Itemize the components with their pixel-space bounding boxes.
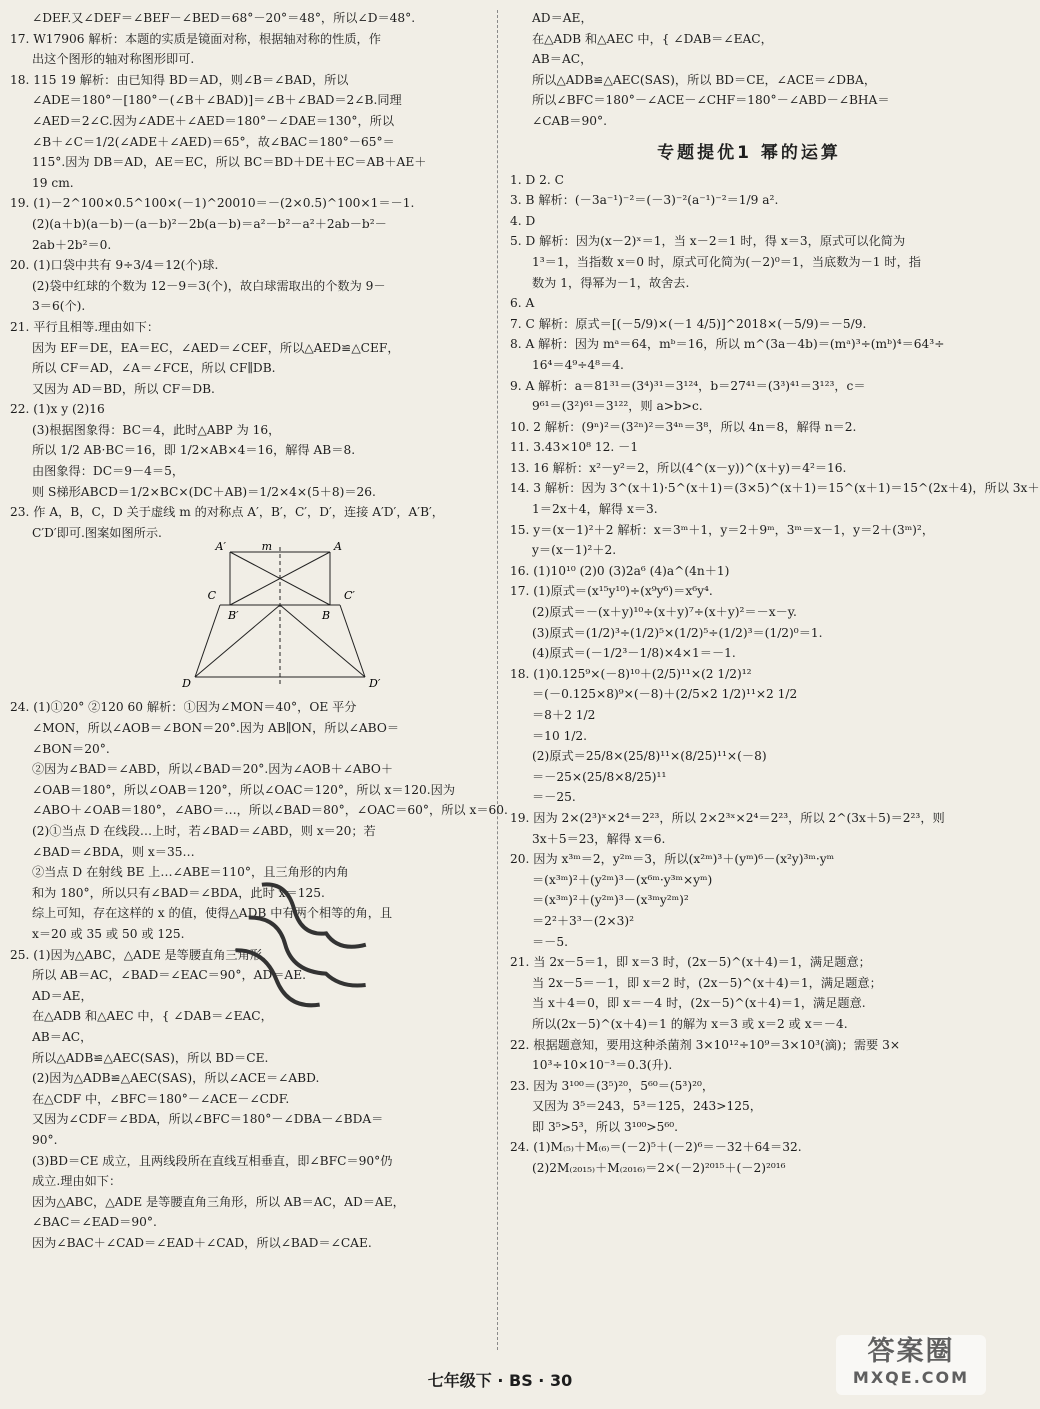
right-column-line: 1³＝1，当指数 x＝0 时，原式可化简为(－2)⁰＝1，当底数为－1 时，指 xyxy=(532,254,921,269)
right-column-line: ＝(－0.125×8)⁹×(－8)＋(2/5×2 1/2)¹¹×2 1/2 xyxy=(532,687,798,702)
left-column-after-figure-line: 在△CDF 中，∠BFC＝180°－∠ACE－∠CDF. xyxy=(32,1091,290,1106)
right-column-line: 10. 2 解析：(9ⁿ)²＝(3²ⁿ)²＝3⁴ⁿ＝3⁸，所以 4n＝8，解得 n＝2. xyxy=(510,419,857,434)
left-column-after-figure-line: ∠MON，所以∠AOB＝∠BON＝20°.因为 AB∥ON，所以∠ABO＝ xyxy=(32,721,399,736)
fig-label-d-prime: D′ xyxy=(369,677,381,691)
right-column-line: 20. 因为 x³ᵐ＝2，y²ᵐ＝3，所以(x²ᵐ)³＋(yᵐ)⁶－(x²y)³ᵐ·yᵐ xyxy=(510,852,835,867)
left-column-after-figure-line: AB＝AC， xyxy=(32,1029,93,1044)
left-column-line: 由图象得：DC＝9－4＝5， xyxy=(32,464,185,479)
left-column-after-figure-line: ∠BAC＝∠EAD＝90°. xyxy=(32,1215,157,1230)
left-column-line: ∠B＋∠C＝1/2(∠ADE＋∠AED)＝65°，故∠BAC＝180°－65°＝ xyxy=(32,134,395,149)
fig-label-b: B xyxy=(322,609,331,623)
left-column-after-figure-line: (3)BD＝CE 成立，且两线段所在直线互相垂直，即∠BFC＝90°仍 xyxy=(32,1153,393,1168)
left-column-line: 115°.因为 DB＝AD，AE＝EC，所以 BC＝BD＋DE＋EC＝AB＋AE＋ xyxy=(32,155,427,170)
right-column-line: 当 x＋4＝0，即 x＝－4 时，(2x－5)^(x＋4)＝1，满足题意. xyxy=(532,996,866,1011)
right-column-line: 13. 16 解析：x²－y²＝2，所以(4^(x－y))^(x＋y)＝4²＝16. xyxy=(510,460,847,475)
left-column-after-figure-line: ∠OAB＝180°，所以∠OAB＝120°，所以∠OAC＝120°，所以 x＝120.因为 xyxy=(32,782,456,797)
left-column-line: 因为 EF＝DE，EA＝EC，∠AED＝∠CEF，所以△AED≌△CEF， xyxy=(32,340,400,355)
left-column-line: 又因为 AD＝BD，所以 CF＝DB. xyxy=(32,381,215,396)
site-logo xyxy=(836,1335,986,1395)
right-column-line: 21. 当 2x－5＝1，即 x＝3 时，(2x－5)^(x＋4)＝1，满足题意； xyxy=(510,955,871,970)
right-column-line: 所以(2x－5)^(x＋4)＝1 的解为 x＝3 或 x＝2 或 x＝－4. xyxy=(532,1016,848,1031)
right-column-line: ＝8＋2 1/2 xyxy=(532,708,596,722)
left-column-line: 17. W17906 解析：本题的实质是镜面对称，根据轴对称的性质，作 xyxy=(10,31,381,46)
right-column-line: 6. A xyxy=(510,296,535,311)
right-column-line: 19. 因为 2×(2³)ˣ×2⁴＝2²³，所以 2×2³ˣ×2⁴＝2²³，所以 2^(3x＋5)＝2²³，则 xyxy=(510,810,945,825)
right-column-line: ＝－25×(25/8×8/25)¹¹ xyxy=(532,769,667,784)
right-column-line: 5. D 解析：因为(x－2)ˣ＝1，当 x－2＝1 时，得 x＝3，原式可以化简为 xyxy=(510,234,906,249)
left-column-after-figure-line: ②因为∠BAD＝∠ABD，所以∠BAD＝20°.因为∠AOB＋∠ABO＋ xyxy=(32,762,394,777)
logo-text-en: MXQE.COM xyxy=(852,1368,970,1387)
right-column-line: 16⁴＝4⁹÷4⁸＝4. xyxy=(532,357,624,372)
right-column-line: 24. (1)M₍₅₎＋M₍₆₎＝(－2)⁵＋(－2)⁶＝－32＋64＝32. xyxy=(510,1140,802,1155)
left-column-after-figure-line: (2)①当点 D 在线段…上时，若∠BAD＝∠ABD，则 x＝20；若 xyxy=(32,824,376,838)
left-column-after-figure-line: 因为∠BAC＋∠CAD＝∠EAD＋∠CAD，所以∠BAD＝∠CAE. xyxy=(32,1235,372,1250)
fig-label-a: A xyxy=(334,540,342,554)
logo-text-cn: 答案圈 xyxy=(867,1336,955,1367)
right-column-line: ＝－25. xyxy=(532,790,576,805)
left-column-line: (3)根据图象得：BC＝4，此时△ABP 为 16， xyxy=(32,422,281,437)
left-column-line: ∠DEF.又∠DEF＝∠BEF－∠BED＝68°－20°＝48°，所以∠D＝48°. xyxy=(32,11,416,25)
left-column-line: 18. 115 19 解析：由已知得 BD＝AD，则∠B＝∠BAD，所以 xyxy=(10,72,349,87)
left-text-block xyxy=(10,8,488,543)
right-column-line: 即 3⁵>5³，所以 3¹⁰⁰>5⁶⁰. xyxy=(532,1119,679,1134)
right-column-line: 18. (1)0.125⁹×(－8)¹⁰＋(2/5)¹¹×(2 1/2)¹² xyxy=(510,666,752,681)
left-column-line: 19 cm. xyxy=(32,175,74,190)
right-column-top-line: AB＝AC， xyxy=(532,52,593,67)
right-column-line: 当 2x－5＝－1，即 x＝2 时，(2x－5)^(x＋4)＝1，满足题意； xyxy=(532,975,882,990)
left-column-line: C′D′即可.图案如图所示. xyxy=(32,525,162,540)
right-column-line: (3)原式＝(1/2)³÷(1/2)⁵×(1/2)⁵÷(1/2)³＝(1/2)⁰＝1. xyxy=(532,625,823,640)
left-column-line: 3＝6(个). xyxy=(32,299,86,314)
right-column-top-line: 在△ADB 和△AEC 中，{ ∠DAB＝∠EAC， xyxy=(532,31,773,46)
left-column-after-figure-line: ②当点 D 在射线 BE 上…∠ABE＝110°，且三角形的内角 xyxy=(32,865,349,880)
left-column-after-figure-line: 因为△ABC，△ADE 是等腰直角三角形，所以 AB＝AC，AD＝AE， xyxy=(32,1194,405,1209)
right-column-line: 1. D 2. C xyxy=(510,172,564,187)
right-column-line: 3x＋5＝23，解得 x＝6. xyxy=(532,831,666,846)
right-column-line: 数为 1，得幂为－1，故舍去. xyxy=(532,275,690,290)
right-column-line: 14. 3 解析：因为 3^(x＋1)·5^(x＋1)＝(3×5)^(x＋1)＝15^(x＋1)＝15^(2x＋4)，所以 3x＋ xyxy=(510,481,1040,496)
fig-label-a-prime: A′ xyxy=(215,540,226,554)
column-divider xyxy=(497,10,498,1350)
right-column-top-line: 所以∠BFC＝180°－∠ACE－∠CHF＝180°－∠ABD－∠BHA＝ xyxy=(532,93,890,108)
fig-label-m: m xyxy=(261,540,272,554)
left-column-line: 20. (1)口袋中共有 9÷3/4＝12(个)球. xyxy=(10,258,219,273)
left-column-after-figure-line: 所以 AB＝AC，∠BAD＝∠EAC＝90°，AD＝AE. xyxy=(32,968,306,983)
right-column-line: ＝－5. xyxy=(532,934,569,949)
right-column-line: 17. (1)原式＝(x¹⁵y¹⁰)÷(x⁹y⁶)＝x⁶y⁴. xyxy=(510,584,713,599)
fig-label-b-prime: B′ xyxy=(228,609,239,623)
left-column-line: 23. 作 A，B，C，D 关于虚线 m 的对称点 A′，B′，C′，D′，连接 A′D′，A′B′， xyxy=(10,505,444,520)
right-top-text-block xyxy=(510,8,988,132)
left-column-after-figure-line: ∠ABO＋∠OAB＝180°，∠ABO＝…，所以∠BAD＝80°，∠OAC＝60°，所以 x＝60. xyxy=(32,803,508,818)
right-column-line: 23. 因为 3¹⁰⁰＝(3⁵)²⁰，5⁶⁰＝(5³)²⁰， xyxy=(510,1078,715,1093)
left-column-line: ∠AED＝2∠C.因为∠ADE＋∠AED＝180°－∠DAE＝130°，所以 xyxy=(32,113,395,128)
right-column-line: 9⁶¹＝(3²)⁶¹＝3¹²²，则 a>b>c. xyxy=(532,399,703,414)
left-column-after-figure-line: ∠BAD＝∠BDA，则 x＝35… xyxy=(32,844,195,859)
right-column-line: 1＝2x＋4，解得 x＝3. xyxy=(532,502,658,517)
left-column-after-figure-line: 和为 180°，所以只有∠BAD＝∠BDA，此时 x＝125. xyxy=(32,885,325,900)
left-column-line: 所以 CF＝AD，∠A＝∠FCE，所以 CF∥DB. xyxy=(32,361,276,376)
left-column-line: 则 S梯形ABCD＝1/2×BC×(DC＋AB)＝1/2×4×(5＋8)＝26. xyxy=(32,484,376,499)
left-column-after-figure-line: 25. (1)因为△ABC，△ADE 是等腰直角三角形， xyxy=(10,947,275,962)
right-column xyxy=(510,8,1040,1179)
fig-label-d: D xyxy=(182,677,191,691)
right-column-line: 3. B 解析：(－3a⁻¹)⁻²＝(－3)⁻²(a⁻¹)⁻²＝1/9 a². xyxy=(510,193,779,208)
right-column-line: 10³÷10×10⁻³＝0.3(升). xyxy=(532,1058,673,1073)
left-column-after-figure-line: 90°. xyxy=(32,1132,58,1147)
left-column-line: (2)(a＋b)(a－b)－(a－b)²－2b(a－b)＝a²－b²－a²＋2ab－b²－ xyxy=(32,216,387,231)
right-text-block xyxy=(510,170,1040,1179)
right-column-line: (2)原式＝25/8×(25/8)¹¹×(8/25)¹¹×(－8) xyxy=(532,749,767,764)
left-column-after-figure-line: 综上可知，存在这样的 x 的值，使得△ADB 中有两个相等的角，且 xyxy=(32,906,393,921)
right-column-line: (2)原式＝－(x＋y)¹⁰÷(x＋y)⁷÷(x＋y)²＝－x－y. xyxy=(532,605,797,620)
left-column-after-figure-line: ∠BON＝20°. xyxy=(32,741,110,756)
right-column-line: 4. D xyxy=(510,213,536,228)
right-column-line: (2)2M₍₂₀₁₅₎＋M₍₂₀₁₆₎＝2×(－2)²⁰¹⁵＋(－2)²⁰¹⁶ xyxy=(532,1161,786,1176)
left-column-line: 22. (1)x y (2)16 xyxy=(10,402,105,417)
left-column-after-figure-line: 又因为∠CDF＝∠BDA，所以∠BFC＝180°－∠DBA－∠BDA＝ xyxy=(32,1112,384,1127)
right-column-line: 8. A 解析：因为 mᵃ＝64，mᵇ＝16，所以 m^(3a－4b)＝(mᵃ)³÷(mᵇ)⁴＝64³÷ xyxy=(510,337,945,352)
left-column-after-figure-line: (2)因为△ADB≌△AEC(SAS)，所以∠ACE＝∠ABD. xyxy=(32,1071,320,1086)
right-column-line: 又因为 3⁵＝243，5³＝125，243>125， xyxy=(532,1099,762,1114)
right-column-line: 7. C 解析：原式＝[(－5/9)×(－1 4/5)]^2018×(－5/9)＝－5/9. xyxy=(510,316,867,331)
symmetry-figure xyxy=(180,540,381,691)
left-column-after-figure-line: AD＝AE， xyxy=(32,988,93,1003)
right-column-top-line: ∠CAB＝90°. xyxy=(532,113,607,128)
left-column-line: 所以 1/2 AB·BC＝16，即 1/2×AB×4＝16，解得 AB＝8. xyxy=(32,443,356,458)
left-column-line: 19. (1)－2^100×0.5^100×(－1)^20010＝－(2×0.5)^100×1＝－1. xyxy=(10,196,415,211)
left-column-line: ∠ADE＝180°－[180°－(∠B＋∠BAD)]＝∠B＋∠BAD＝2∠B.同理 xyxy=(32,93,402,108)
left-column xyxy=(10,8,508,1253)
fig-label-c-prime: C′ xyxy=(344,589,355,603)
left-column-after-figure-line: 24. (1)①20° ②120 60 解析：①因为∠MON＝40°，OE 平分 xyxy=(10,700,357,715)
right-column-line: y＝(x－1)²＋2. xyxy=(532,543,617,558)
page-footer: 七年级下 · BS · 30 xyxy=(427,1371,573,1390)
right-column-line: ＝(x³ᵐ)²＋(y²ᵐ)³－(x⁶ᵐ·y³ᵐ×yᵐ) xyxy=(532,872,713,887)
right-column-line: ＝10 1/2. xyxy=(532,728,588,743)
right-column-line: ＝(x³ᵐ)²＋(y²ᵐ)³－(x³ᵐy²ᵐ)² xyxy=(532,893,689,908)
left-column-after-figure-line: 所以△ADB≌△AEC(SAS)，所以 BD＝CE. xyxy=(32,1050,269,1065)
right-column-line: 9. A 解析：a＝81³¹＝(3⁴)³¹＝3¹²⁴，b＝27⁴¹＝(3³)⁴¹＝3¹²³，c＝ xyxy=(510,378,866,393)
right-column-line: (4)原式＝(－1/2³－1/8)×4×1＝－1. xyxy=(532,646,736,661)
right-column-line: 16. (1)10¹⁰ (2)0 (3)2a⁶ (4)a^(4n＋1) xyxy=(510,563,730,578)
right-column-top-line: 所以△ADB≌△AEC(SAS)，所以 BD＝CE，∠ACE＝∠DBA， xyxy=(532,72,877,87)
right-column-top-line: AD＝AE， xyxy=(532,11,593,25)
fig-label-c: C xyxy=(207,589,216,603)
section-title: 专题提优1 幂的运算 xyxy=(657,142,841,163)
left-column-line: 2ab＋2b²＝0. xyxy=(32,237,112,252)
left-column-after-figure-line: 成立.理由如下： xyxy=(32,1174,122,1189)
left-column-line: 21. 平行且相等.理由如下： xyxy=(10,319,160,334)
right-column-line: 22. 根据题意知，要用这种杀菌剂 3×10¹²÷10⁹＝3×10³(滴)；需要 3× xyxy=(510,1037,901,1052)
right-column-line: 15. y＝(x－1)²＋2 解析：x＝3ᵐ＋1，y＝2＋9ᵐ，3ᵐ＝x－1，y＝2＋(3ᵐ)²， xyxy=(510,522,935,537)
left-column-after-figure-line: x＝20 或 35 或 50 或 125. xyxy=(32,926,185,941)
right-column-line: ＝2²＋3³－(2×3)² xyxy=(532,913,634,928)
left-column-after-figure-line: 在△ADB 和△AEC 中，{ ∠DAB＝∠EAC， xyxy=(32,1009,273,1024)
right-column-line: 11. 3.43×10⁸ 12. －1 xyxy=(510,440,639,455)
left-column-line: (2)袋中红球的个数为 12－9＝3(个)，故白球需取出的个数为 9－ xyxy=(32,278,386,293)
left-column-line: 出这个图形的轴对称图形即可. xyxy=(32,52,195,67)
